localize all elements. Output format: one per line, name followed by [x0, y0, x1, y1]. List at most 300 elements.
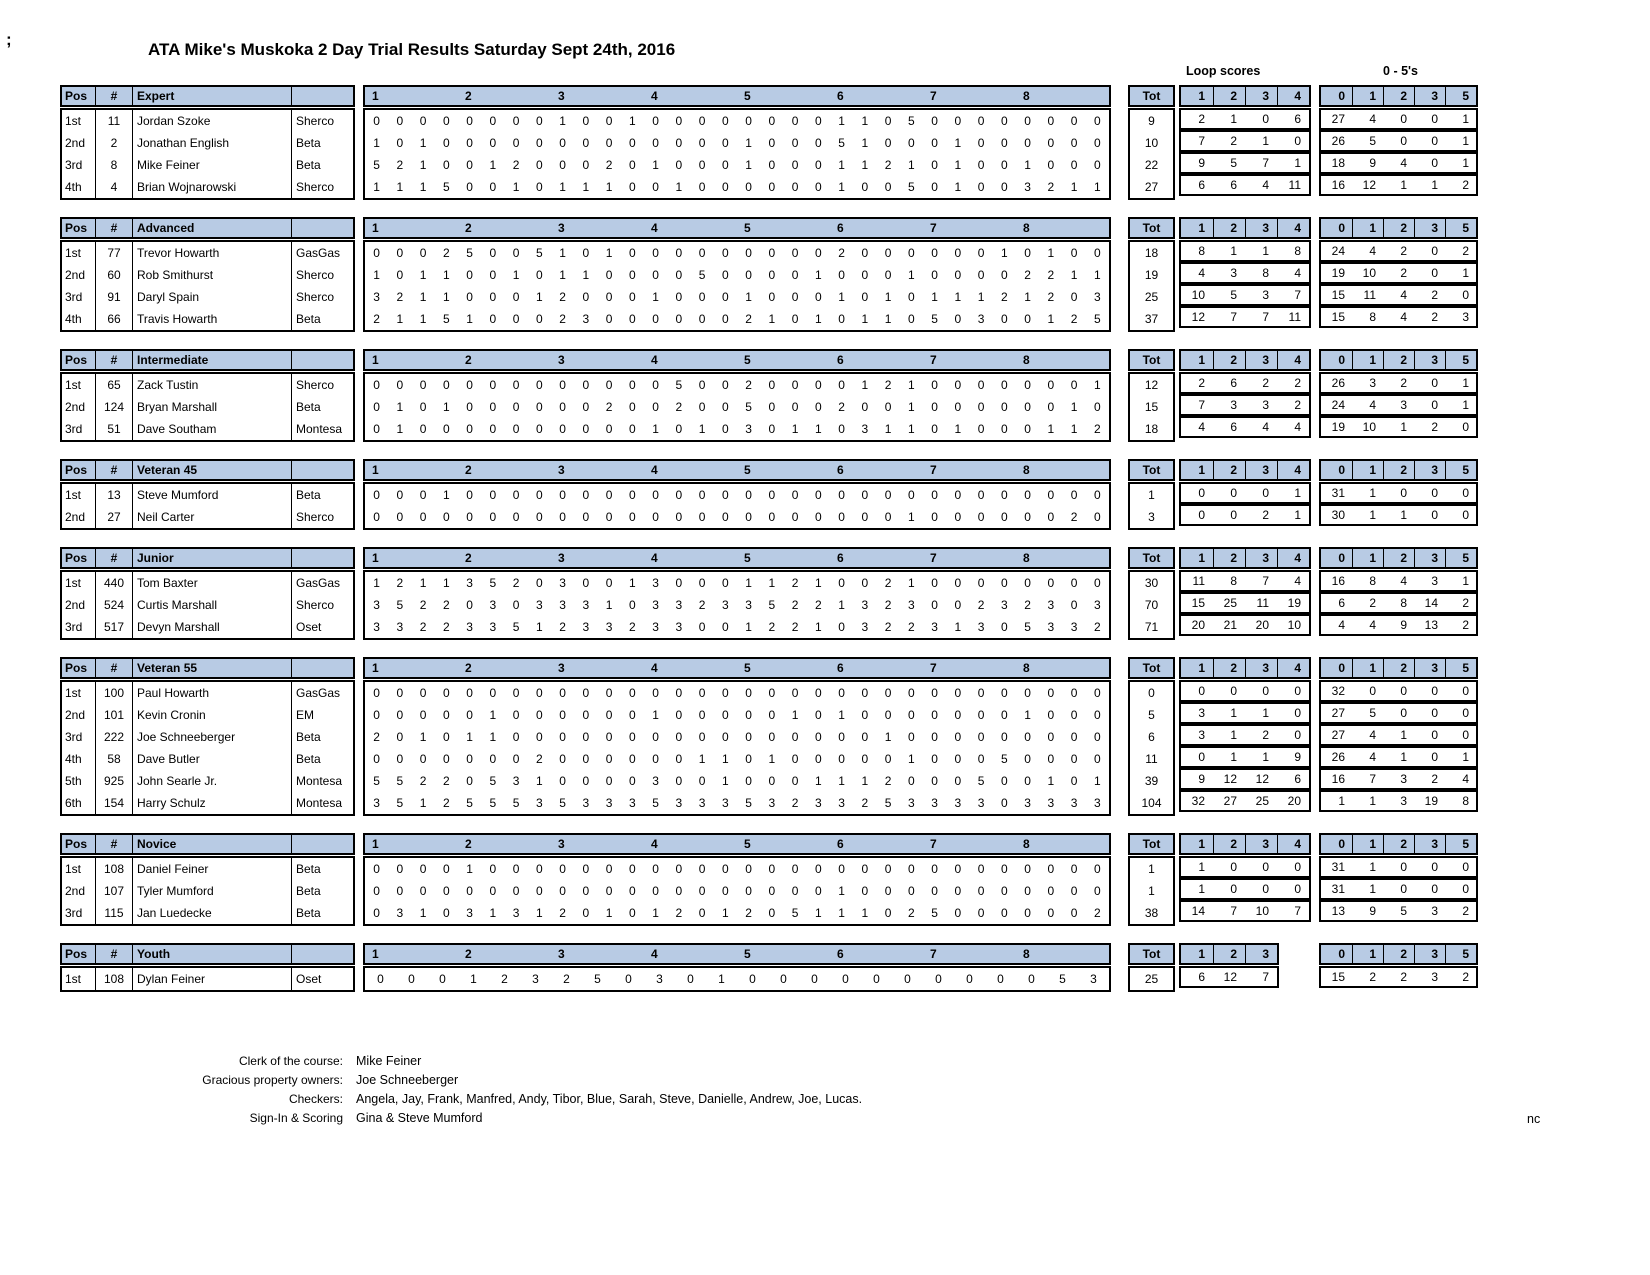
score-cell: 1 — [536, 620, 543, 634]
score-cell: 2 — [419, 620, 427, 634]
zero-col-header: 1 — [1352, 87, 1383, 105]
total-header: Tot — [1142, 551, 1161, 565]
class-body-row — [60, 680, 1478, 816]
score-cell: 0 — [582, 730, 590, 744]
loop-score-cell: 2 — [1262, 728, 1269, 742]
score-cell: 0 — [396, 114, 404, 128]
rider-total: 1 — [1148, 884, 1155, 898]
score-cell: 0 — [443, 510, 450, 524]
rider-bike: GasGas — [291, 572, 353, 594]
rider-total: 12 — [1144, 378, 1159, 392]
zero-col-header: 0 — [1338, 463, 1345, 477]
zero-count-cell: 27 — [1331, 706, 1345, 720]
left-header-band — [60, 459, 355, 481]
class-name: Advanced — [132, 219, 291, 237]
score-cell: 3 — [1070, 796, 1078, 810]
score-cell: 0 — [698, 136, 706, 150]
score-cell: 0 — [675, 510, 683, 524]
score-cell: 0 — [536, 510, 543, 524]
zero-col-header: 2 — [1383, 351, 1414, 369]
zero-col-header: 2 — [1383, 87, 1414, 105]
spacer — [355, 966, 363, 967]
section-score-group — [737, 968, 830, 990]
score-cell: 0 — [815, 510, 822, 524]
score-cell: 0 — [419, 884, 427, 898]
score-cell: 0 — [861, 246, 869, 260]
score-cell: 0 — [629, 136, 636, 150]
score-cell: 0 — [931, 598, 938, 612]
score-cell: 0 — [1047, 510, 1055, 524]
rider-scores-row — [365, 704, 1109, 726]
loop-scores-header-band — [1179, 349, 1311, 371]
section-score-group — [1016, 770, 1109, 792]
section-score-group — [365, 308, 458, 330]
score-cell: 0 — [652, 730, 659, 744]
section-number-header: 2 — [465, 947, 472, 961]
score-cell: 0 — [1001, 114, 1008, 128]
score-cell: 1 — [745, 576, 752, 590]
left-header-band — [60, 85, 355, 107]
section-score-group — [830, 484, 923, 506]
score-cell: 0 — [1070, 378, 1078, 392]
score-cell: 0 — [997, 972, 1004, 986]
section-score-group — [551, 704, 644, 726]
score-cell: 0 — [536, 268, 543, 282]
zero-count-cell: 0 — [1462, 508, 1469, 522]
class-header-row — [60, 349, 1478, 371]
loop-score-cell: 8 — [1230, 574, 1237, 588]
class-header-row — [60, 943, 1478, 965]
section-number-header: 5 — [744, 551, 751, 565]
score-cell: 0 — [698, 246, 706, 260]
score-cell: 0 — [977, 708, 985, 722]
score-cell: 0 — [1024, 400, 1031, 414]
sections-header-band — [363, 657, 1111, 679]
loop-col-header: 4 — [1277, 87, 1309, 105]
zero-count-cell: 1 — [1400, 750, 1407, 764]
score-cell: 0 — [419, 378, 427, 392]
zero-col-header: 3 — [1414, 87, 1445, 105]
score-cell: 0 — [815, 708, 822, 722]
rider-number: 107 — [95, 880, 132, 902]
score-cell: 0 — [466, 378, 473, 392]
score-cell: 0 — [1094, 576, 1101, 590]
score-cell: 0 — [652, 268, 659, 282]
score-cell: 5 — [745, 400, 752, 414]
score-cell: 1 — [652, 158, 659, 172]
score-cell: 0 — [652, 378, 659, 392]
rider-row — [62, 110, 353, 132]
section-number-header: 2 — [465, 661, 472, 675]
section-score-group — [551, 308, 644, 330]
score-cell: 3 — [675, 796, 683, 810]
loop-score-cell: 7 — [1198, 134, 1205, 148]
score-cell: 0 — [791, 114, 799, 128]
section-score-group — [923, 572, 1016, 594]
score-cell: 1 — [489, 708, 497, 722]
score-cell: 2 — [536, 752, 543, 766]
rider-pos: 1st — [65, 972, 82, 986]
score-cell: 3 — [861, 620, 869, 634]
score-cell: 0 — [698, 730, 706, 744]
score-cell: 0 — [931, 422, 938, 436]
zero-count-cell: 2 — [1369, 596, 1376, 610]
riders-info-table — [60, 570, 355, 640]
score-cell: 0 — [954, 268, 962, 282]
loop-score-cell: 8 — [1294, 244, 1301, 258]
section-scores-table — [363, 680, 1111, 816]
score-cell: 0 — [931, 752, 938, 766]
zero-count-cell: 26 — [1331, 134, 1345, 148]
score-cell: 1 — [559, 246, 566, 260]
section-score-group — [923, 484, 1016, 506]
score-cell: 1 — [908, 378, 915, 392]
score-cell: 0 — [1024, 686, 1031, 700]
section-score-group — [737, 484, 830, 506]
section-number-header: 3 — [558, 221, 565, 235]
footer-row — [60, 1109, 862, 1128]
zero-counts-table — [1319, 240, 1478, 328]
score-cell: 3 — [722, 796, 729, 810]
loop-scores-row — [1179, 394, 1311, 416]
score-cell: 5 — [536, 246, 543, 260]
section-number-header: 7 — [930, 947, 937, 961]
score-cell: 0 — [675, 246, 683, 260]
rider-number: 524 — [95, 594, 132, 616]
loop-score-cell: 32 — [1191, 794, 1205, 808]
zero-count-cell: 0 — [1462, 420, 1469, 434]
score-cell: 0 — [768, 422, 776, 436]
section-score-group — [458, 242, 551, 264]
section-number-header: 8 — [1023, 947, 1030, 961]
spacer — [1311, 372, 1319, 373]
score-cell: 0 — [722, 158, 729, 172]
score-cell: 5 — [768, 598, 776, 612]
section-number-header: 7 — [930, 463, 937, 477]
score-cell: 3 — [745, 598, 752, 612]
score-cell: 1 — [652, 906, 659, 920]
section-number-header: 7 — [930, 661, 937, 675]
spacer — [1111, 482, 1128, 483]
rider-row — [62, 176, 353, 198]
rider-scores-row — [365, 594, 1109, 616]
score-cell: 1 — [908, 422, 915, 436]
score-cell: 3 — [768, 796, 776, 810]
score-cell: 0 — [373, 488, 380, 502]
section-score-group — [830, 594, 923, 616]
section-score-group — [365, 176, 458, 198]
section-score-group — [551, 286, 644, 308]
spacer — [1111, 85, 1128, 86]
section-score-group — [551, 902, 644, 924]
rider-bike: Sherco — [291, 176, 353, 198]
score-cell: 0 — [582, 576, 590, 590]
zero-count-cell: 4 — [1369, 112, 1376, 126]
loop-score-cell: 1 — [1294, 508, 1301, 522]
loop-col-header: 2 — [1213, 659, 1245, 677]
score-cell: 0 — [1094, 510, 1101, 524]
section-score-group — [830, 308, 923, 330]
score-cell: 0 — [977, 246, 985, 260]
score-cell: 2 — [396, 576, 404, 590]
score-cell: 0 — [791, 158, 799, 172]
zero-count-cell: 2 — [1431, 288, 1438, 302]
total-header: Tot — [1142, 89, 1161, 103]
zero-count-cell: 2 — [1462, 596, 1469, 610]
score-cell: 0 — [629, 774, 636, 788]
score-cell: 1 — [559, 180, 566, 194]
loop-score-cell: 7 — [1230, 310, 1237, 324]
section-score-group — [737, 682, 830, 704]
class-name: Novice — [132, 835, 291, 853]
score-cell: 0 — [559, 862, 566, 876]
zero-count-cell: 10 — [1362, 266, 1376, 280]
score-cell: 0 — [629, 246, 636, 260]
loop-score-cell: 14 — [1191, 904, 1205, 918]
score-cell: 2 — [373, 730, 380, 744]
section-score-group — [923, 902, 1016, 924]
loop-col-header: 2 — [1213, 351, 1245, 369]
section-number-header: 6 — [837, 353, 844, 367]
total-header-band — [1128, 657, 1175, 679]
zero-count-cell: 19 — [1331, 420, 1345, 434]
zero-count-cell: 1 — [1400, 420, 1407, 434]
score-cell: 0 — [466, 400, 473, 414]
nc-note: nc — [1527, 1112, 1541, 1126]
score-cell: 0 — [559, 686, 566, 700]
total-header: Tot — [1142, 947, 1161, 961]
riders-info-table — [60, 856, 355, 926]
rider-bike: Sherco — [291, 110, 353, 132]
score-cell: 0 — [954, 488, 962, 502]
zero-col-header: 1 — [1352, 549, 1383, 567]
score-cell: 0 — [977, 422, 985, 436]
spacer — [355, 108, 363, 109]
score-cell: 2 — [512, 158, 520, 172]
score-cell: 2 — [1047, 268, 1055, 282]
score-cell: 0 — [698, 576, 706, 590]
zero-counts-row — [1319, 108, 1478, 130]
score-cell: 0 — [1024, 422, 1031, 436]
zero-col-header: 3 — [1414, 219, 1445, 237]
loop-scores-table — [1179, 966, 1279, 988]
zero-col-header: 2 — [1383, 659, 1414, 677]
score-cell: 0 — [1028, 972, 1035, 986]
score-cell: 0 — [908, 312, 915, 326]
zero-count-cell: 15 — [1331, 310, 1345, 324]
section-score-group — [365, 792, 458, 814]
zero-count-cell: 19 — [1331, 266, 1345, 280]
score-cell: 3 — [652, 620, 659, 634]
loop-scores-row — [1179, 878, 1311, 900]
score-cell: 0 — [1094, 400, 1101, 414]
score-cell: 1 — [1047, 422, 1055, 436]
score-cell: 2 — [1094, 422, 1101, 436]
section-number-header: 7 — [930, 837, 937, 851]
rider-row — [62, 792, 353, 814]
score-cell: 0 — [652, 180, 659, 194]
score-cell: 0 — [582, 862, 590, 876]
score-cell: 0 — [396, 884, 404, 898]
score-cell: 3 — [1070, 620, 1078, 634]
score-cell: 0 — [512, 290, 520, 304]
left-header-band — [60, 657, 355, 679]
score-cell: 5 — [977, 774, 985, 788]
score-cell: 5 — [373, 158, 380, 172]
score-cell: 0 — [722, 136, 729, 150]
spacer — [1279, 943, 1319, 944]
score-cell: 0 — [977, 136, 985, 150]
rider-scores-row — [365, 682, 1109, 704]
loop-score-cell: 0 — [1294, 728, 1301, 742]
score-cell: 0 — [815, 290, 822, 304]
score-cell: 0 — [745, 114, 752, 128]
score-cell: 0 — [838, 312, 845, 326]
section-score-group — [644, 858, 737, 880]
section-number-header: 1 — [372, 89, 379, 103]
score-cell: 3 — [1024, 796, 1031, 810]
rider-name: Steve Mumford — [132, 484, 291, 506]
rider-name: Mike Feiner — [132, 154, 291, 176]
loop-score-cell: 6 — [1294, 112, 1301, 126]
score-cell: 1 — [489, 158, 497, 172]
score-cell: 1 — [652, 290, 659, 304]
score-cell: 0 — [489, 488, 497, 502]
section-score-group — [737, 308, 830, 330]
zero-col-header: 1 — [1352, 945, 1383, 963]
score-cell: 0 — [861, 862, 869, 876]
spacer — [1311, 349, 1319, 350]
score-cell: 1 — [1070, 400, 1078, 414]
section-number-header: 4 — [651, 551, 658, 565]
loop-scores-row — [1179, 240, 1311, 262]
zero-count-cell: 0 — [1462, 486, 1469, 500]
section-score-group — [830, 374, 923, 396]
score-cell: 0 — [1001, 268, 1008, 282]
section-score-group — [365, 506, 458, 528]
bike-header — [291, 835, 353, 853]
rider-bike: Beta — [291, 726, 353, 748]
zero-col-header: 0 — [1338, 661, 1345, 675]
score-cell: 0 — [768, 774, 776, 788]
rider-scores-row — [365, 242, 1109, 264]
score-cell: 2 — [791, 796, 799, 810]
sections-header-band — [363, 833, 1111, 855]
section-score-group — [1016, 726, 1109, 748]
score-cell: 0 — [838, 862, 845, 876]
score-cell: 0 — [443, 686, 450, 700]
pos-header: Pos — [65, 463, 88, 477]
section-score-group — [458, 880, 551, 902]
score-cell: 0 — [838, 510, 845, 524]
score-cell: 1 — [419, 290, 427, 304]
score-cell: 0 — [373, 422, 380, 436]
score-cell: 5 — [373, 774, 380, 788]
score-cell: 0 — [466, 268, 473, 282]
rider-pos: 3rd — [65, 158, 83, 172]
rider-number: 440 — [95, 572, 132, 594]
loop-scores-row — [1179, 900, 1311, 922]
total-header-band — [1128, 833, 1175, 855]
section-score-group — [737, 880, 830, 902]
zero-col-header: 0 — [1338, 89, 1345, 103]
score-cell: 0 — [675, 576, 683, 590]
score-cell: 0 — [1024, 510, 1031, 524]
score-cell: 0 — [768, 114, 776, 128]
score-cell: 2 — [791, 576, 799, 590]
section-score-group — [923, 748, 1016, 770]
score-cell: 1 — [675, 180, 683, 194]
zero-counts-row — [1319, 724, 1478, 746]
zero-col-header: 2 — [1383, 835, 1414, 853]
score-cell: 0 — [582, 422, 590, 436]
zero-count-cell: 0 — [1431, 750, 1438, 764]
score-cell: 0 — [1070, 862, 1078, 876]
loop-score-cell: 8 — [1198, 244, 1205, 258]
score-cell: 1 — [908, 400, 915, 414]
section-score-group — [1016, 506, 1109, 528]
zero-count-cell: 3 — [1431, 904, 1438, 918]
section-score-group — [737, 902, 830, 924]
total-header: Tot — [1142, 463, 1161, 477]
score-cell: 5 — [489, 774, 497, 788]
score-cell: 0 — [722, 730, 729, 744]
loop-score-cell: 7 — [1198, 398, 1205, 412]
class-section-veteran-55 — [60, 657, 1478, 816]
section-score-group — [365, 968, 458, 990]
score-cell: 0 — [629, 686, 636, 700]
score-cell: 0 — [1024, 312, 1031, 326]
section-score-group — [737, 110, 830, 132]
score-cell: 0 — [1047, 708, 1055, 722]
sections-header-band — [363, 349, 1111, 371]
score-cell: 2 — [605, 400, 613, 414]
score-cell: 0 — [582, 488, 590, 502]
bike-header — [291, 659, 353, 677]
section-score-group — [551, 858, 644, 880]
score-cell: 0 — [931, 510, 938, 524]
score-cell: 1 — [419, 158, 427, 172]
score-cell: 1 — [466, 730, 473, 744]
loop-col-header: 4 — [1277, 219, 1309, 237]
score-cell: 0 — [698, 708, 706, 722]
footer-row — [60, 1090, 862, 1109]
zero-count-cell: 2 — [1400, 970, 1407, 984]
loop-score-cell: 9 — [1198, 772, 1205, 786]
score-cell: 1 — [419, 730, 427, 744]
rider-row — [62, 286, 353, 308]
zero-count-cell: 3 — [1369, 376, 1376, 390]
score-cell: 0 — [698, 180, 706, 194]
spacer — [1111, 349, 1128, 350]
score-cell: 5 — [1001, 752, 1008, 766]
loop-score-cell: 7 — [1262, 310, 1269, 324]
loop-score-cell: 1 — [1198, 882, 1205, 896]
loop-score-cell: 6 — [1230, 420, 1237, 434]
score-cell: 0 — [489, 400, 497, 414]
score-cell: 1 — [861, 114, 869, 128]
section-score-group — [458, 506, 551, 528]
section-score-group — [923, 770, 1016, 792]
rider-pos: 1st — [65, 686, 82, 700]
score-cell: 2 — [396, 290, 404, 304]
score-cell: 0 — [768, 686, 776, 700]
totals-column — [1128, 966, 1175, 992]
rider-scores-row — [365, 880, 1109, 902]
score-cell: 0 — [1070, 686, 1078, 700]
loop-score-cell: 4 — [1294, 574, 1301, 588]
rider-row — [62, 704, 353, 726]
